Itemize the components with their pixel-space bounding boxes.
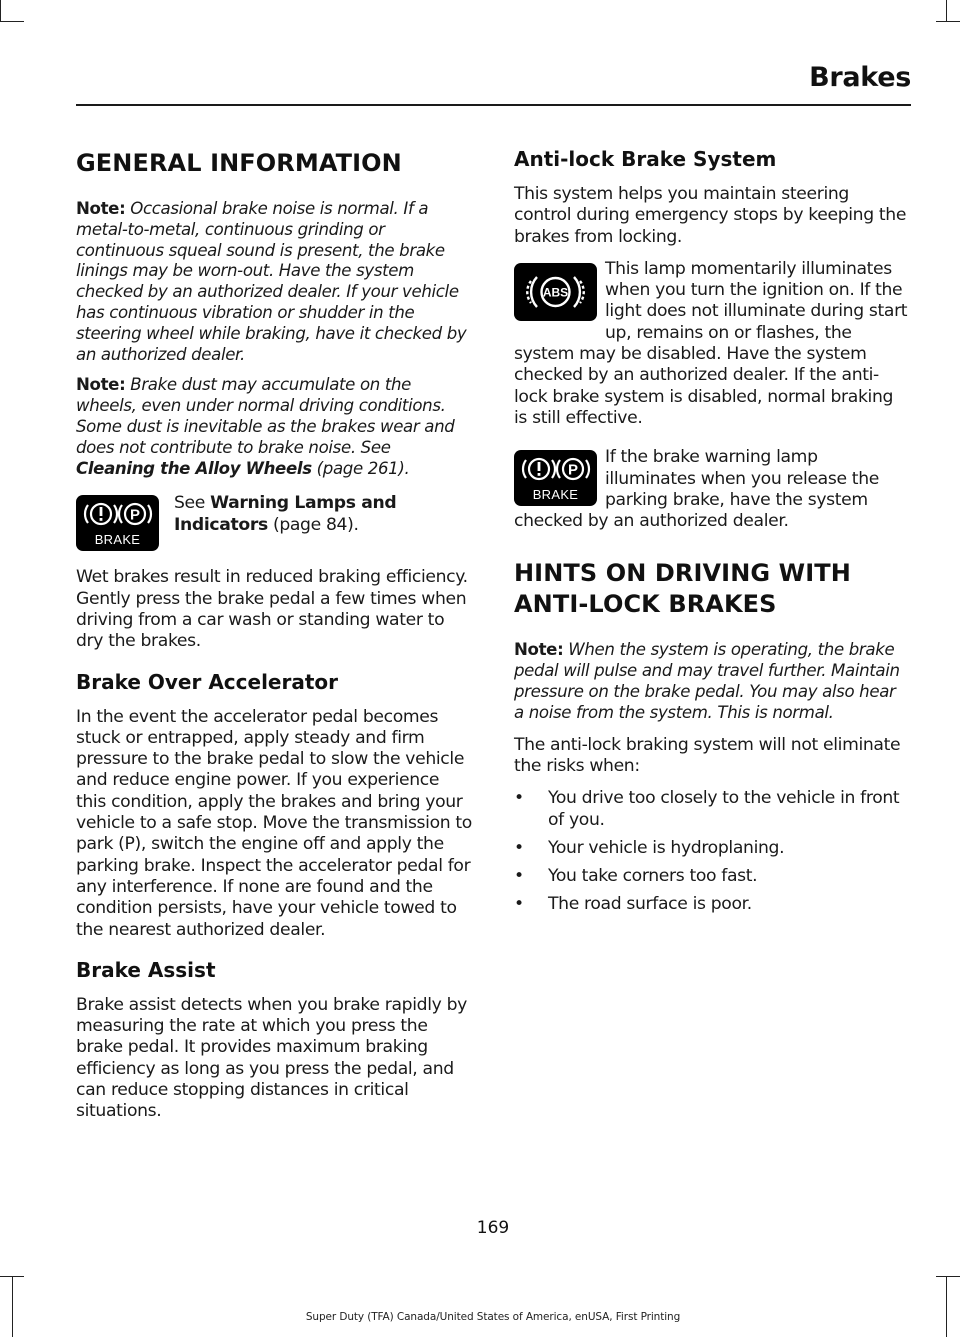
crop-mark bbox=[946, 1276, 947, 1337]
brake-over-accelerator-heading: Brake Over Accelerator bbox=[76, 669, 339, 694]
brake-warning-lamp-icon bbox=[76, 495, 159, 551]
brake-lamp-label: BRAKE bbox=[532, 487, 579, 503]
footer-edition-text: Super Duty (TFA) Canada/United States of America, enUSA, First Printing bbox=[305, 1311, 681, 1323]
note-brake-dust bbox=[76, 375, 474, 479]
list-item: • Your vehicle is hydroplaning. bbox=[514, 837, 785, 858]
abs-intro-paragraph: This system helps you maintain steering control during emergency stops by keeping the brakes from locking. bbox=[514, 184, 907, 247]
brake-assist-heading: Brake Assist bbox=[76, 957, 216, 982]
list-item: • You take corners too fast. bbox=[514, 866, 758, 887]
note-label: Note: bbox=[76, 199, 126, 218]
crop-mark bbox=[936, 21, 960, 22]
brake-lamp-label: BRAKE bbox=[94, 532, 141, 548]
see-warning-lamps-text: See Warning Lamps and Indicators (page 84). bbox=[174, 493, 397, 535]
note-text: Occasional brake noise is normal. If a metal-to-metal, continuous grinding or continuous squeal sound is present, the brake linings may be worn-out. Have the system checked by an authorized dealer. If your vehicle has continuous vibration or shudder in the steering wheel while braking, have it checked by an authorized dealer. bbox=[76, 199, 467, 364]
hints-heading: HINTS ON DRIVING WITH ANTI-LOCK BRAKES bbox=[514, 559, 851, 619]
svg-text:P: P bbox=[129, 506, 141, 524]
svg-text:P: P bbox=[567, 461, 579, 479]
right-column bbox=[514, 140, 910, 923]
note-text: Brake dust may accumulate on the wheels, even under normal driving conditions. Some dust is inevitable as the brakes wear and does not contribute to brake noise. See bbox=[76, 375, 455, 457]
cleaning-alloy-wheels-link[interactable]: Cleaning the Alloy Wheels bbox=[76, 458, 312, 478]
brake-warning-symbol-icon bbox=[76, 495, 159, 531]
crop-mark bbox=[936, 1276, 960, 1277]
brake-warning-lamp-icon bbox=[514, 450, 597, 506]
note-label: Note: bbox=[76, 375, 126, 395]
crop-mark bbox=[12, 1276, 13, 1337]
warning-lamps-link[interactable]: Warning Lamps and Indicators bbox=[174, 493, 397, 535]
abs-lamp-block bbox=[514, 259, 910, 429]
abs-lamp-paragraph: This lamp momentarily illuminates when you turn the ignition on. If the light does not illuminate during start up, remains on or flashes, the system may be disabled. Have the system checked by an authorized dealer. If the anti-lock brake system is disabled, normal braking is still effective. bbox=[514, 258, 908, 428]
brake-lamp-block bbox=[514, 447, 910, 532]
page-title: Brakes bbox=[809, 62, 911, 93]
risks-list bbox=[514, 788, 910, 915]
svg-text:ABS: ABS bbox=[542, 285, 569, 300]
brake-assist-paragraph: Brake assist detects when you brake rapidly by measuring the rate at which you press the brake pedal. It provides maximum braking efficiency as long as you press the pedal, and can reduce stopping distances in critical situations. bbox=[76, 994, 467, 1122]
page-reference: (page 261). bbox=[311, 458, 410, 478]
left-column bbox=[76, 140, 474, 1123]
crop-mark bbox=[0, 21, 24, 22]
risks-intro-paragraph: The anti-lock braking system will not eliminate the risks when: bbox=[514, 734, 901, 776]
list-item: • You drive too closely to the vehicle in front of you. bbox=[514, 788, 900, 830]
note-label: Note: bbox=[514, 640, 564, 660]
wet-brakes-paragraph: Wet brakes result in reduced braking efficiency. Gently press the brake pedal a few times when driving from a car wash or standing water to dry the brakes. bbox=[76, 567, 468, 652]
crop-mark bbox=[946, 0, 947, 22]
note-system-operating bbox=[514, 640, 910, 723]
header-divider bbox=[76, 104, 911, 106]
general-information-heading: GENERAL INFORMATION bbox=[76, 149, 402, 177]
page-number: 169 bbox=[476, 1218, 510, 1238]
abs-symbol-icon bbox=[514, 263, 597, 321]
anti-lock-brake-system-heading: Anti-lock Brake System bbox=[514, 147, 777, 171]
crop-mark bbox=[0, 0, 1, 22]
brake-lamp-reference bbox=[76, 493, 474, 555]
brake-lamp-paragraph: If the brake warning lamp illuminates when you release the parking brake, have the system checked by an authorized dealer. bbox=[514, 447, 879, 532]
list-item: • The road surface is poor. bbox=[514, 894, 752, 915]
brake-over-accelerator-paragraph: In the event the accelerator pedal becomes stuck or entrapped, apply steady and firm pressure to the brake pedal to slow the vehicle and reduce engine power. If you experience this condition, apply the brakes and bring your vehicle to a safe stop. Move the transmission to park (P), switch the engine off and apply the parking brake. Inspect the accelerator pedal for any interference. If none are found and the condition persists, have your vehicle towed to the nearest authorized dealer. bbox=[76, 706, 472, 940]
brake-warning-symbol-icon bbox=[514, 450, 597, 486]
abs-warning-lamp-icon bbox=[514, 263, 597, 321]
note-text: When the system is operating, the brake pedal will pulse and may travel further. Maintain pressure on the brake pedal. You may also hear a noise from the system. This is normal. bbox=[514, 640, 900, 722]
note-brake-noise bbox=[76, 199, 474, 365]
